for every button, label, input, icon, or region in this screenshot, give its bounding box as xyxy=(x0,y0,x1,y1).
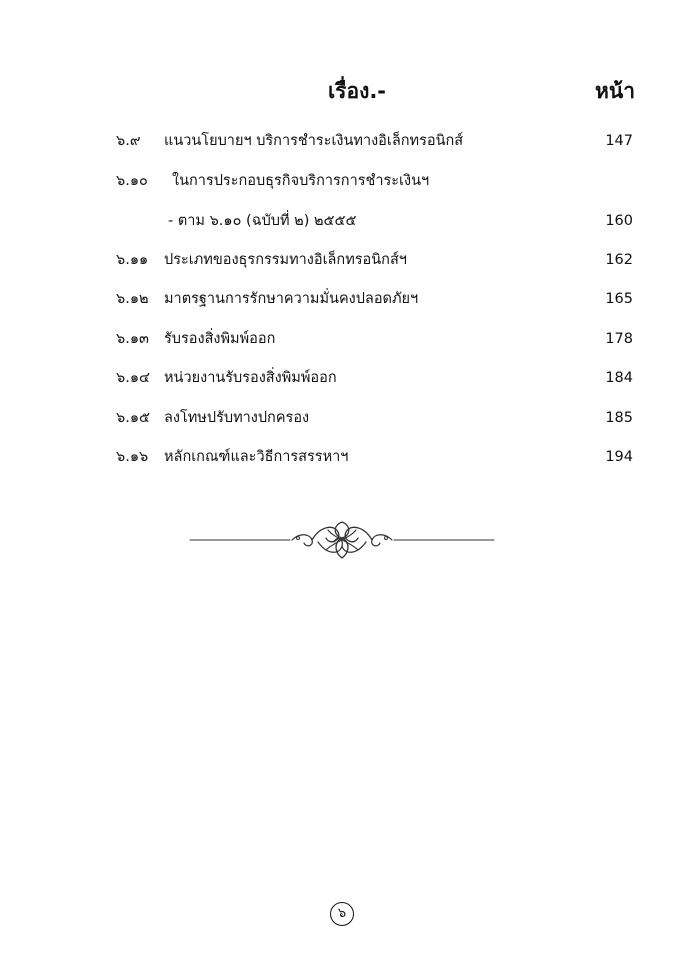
toc-header-page-label: หน้า xyxy=(595,79,635,103)
toc-section-number: ๖.๑๕ xyxy=(116,410,150,426)
toc-section-number: ๖.๙ xyxy=(116,133,141,149)
toc-row xyxy=(0,126,688,156)
toc-row xyxy=(0,206,688,236)
toc-section-number: ๖.๑๑ xyxy=(116,252,149,268)
toc-section-number: ๖.๑๒ xyxy=(116,291,149,307)
toc-row xyxy=(0,442,688,472)
toc-page-number: 147 xyxy=(605,133,633,149)
toc-page-number: 194 xyxy=(605,449,633,465)
toc-row xyxy=(0,166,688,196)
toc-page-number: 184 xyxy=(605,370,633,386)
toc-row xyxy=(0,284,688,314)
toc-page-number: 178 xyxy=(605,331,633,347)
toc-header-title: เรื่อง.- xyxy=(328,79,387,103)
toc-section-number: ๖.๑๖ xyxy=(116,449,149,465)
toc-section-title: ในการประกอบธุรกิจบริการการชำระเงินฯ xyxy=(172,173,430,189)
toc-section-title: หน่วยงานรับรองสิ่งพิมพ์ออก xyxy=(164,370,337,386)
toc-section-title: หลักเกณฑ์และวิธีการสรรหาฯ xyxy=(164,449,349,465)
toc-row xyxy=(0,403,688,433)
toc-row xyxy=(0,245,688,275)
toc-section-title: มาตรฐานการรักษาความมั่นคงปลอดภัยฯ xyxy=(164,291,419,307)
flourish-divider-icon xyxy=(188,518,496,562)
toc-section-title: - ตาม ๖.๑๐ (ฉบับที่ ๒) ๒๕๕๕ xyxy=(168,213,357,229)
toc-section-number: ๖.๑๓ xyxy=(116,331,149,347)
toc-row xyxy=(0,324,688,354)
toc-page-number: 165 xyxy=(605,291,633,307)
toc-section-number: ๖.๑๐ xyxy=(116,173,148,189)
toc-page-number: 160 xyxy=(605,213,633,229)
page-number-badge: ๖ xyxy=(330,902,354,926)
toc-section-title: รับรองสิ่งพิมพ์ออก xyxy=(164,331,276,347)
toc-section-title: ประเภทของธุรกรรมทางอิเล็กทรอนิกส์ฯ xyxy=(164,252,407,268)
toc-section-title: แนวนโยบายฯ บริการชำระเงินทางอิเล็กทรอนิกส์ xyxy=(164,133,464,149)
toc-page-number: 162 xyxy=(605,252,633,268)
toc-section-title: ลงโทษปรับทางปกครอง xyxy=(164,410,310,426)
toc-section-number: ๖.๑๔ xyxy=(116,370,150,386)
toc-row xyxy=(0,363,688,393)
toc-page-number: 185 xyxy=(605,410,633,426)
